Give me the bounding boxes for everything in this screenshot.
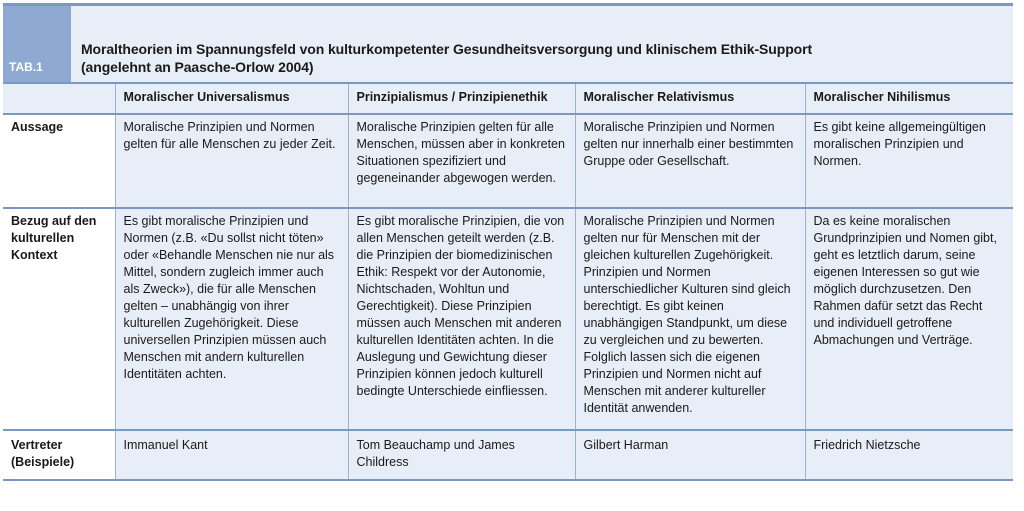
- table-row: [3, 114, 1013, 208]
- table-cell: Da es keine moralischen Grundprinzipien und Nomen gibt, geht es letztlich darum, seine eigenen Interessen so gut wie möglich durchzusetzen. Den Rahmen dafür setzt das Recht und individuell getroffene Abmachungen und Verträge.: [805, 208, 1013, 430]
- table-cell: Immanuel Kant: [115, 430, 348, 480]
- column-header-row: [3, 84, 1013, 114]
- table-cell: Es gibt moralische Prinzipien und Normen (z.B. «Du sollst nicht töten» oder «Behandle Menschen nie nur als Mittel, sondern zugleich immer auch als Zweck»), die für alle Menschen gelten – unabhängig von ihrer kulturellen Zugehörigkeit. Diese universellen Prinzipien müssen auch Menschen mit andern kulturellen Identitäten achten.: [115, 208, 348, 430]
- column-header: Moralischer Universalismus: [115, 84, 348, 114]
- table-tag: [3, 6, 71, 82]
- moral-theories-table: [3, 84, 1013, 481]
- corner-cell: [3, 84, 115, 114]
- row-header: Aussage: [3, 114, 115, 208]
- table-cell: Moralische Prinzipien und Normen gelten nur innerhalb einer bestimmten Gruppe oder Gesellschaft.: [575, 114, 805, 208]
- table-row: [3, 208, 1013, 430]
- column-header: Moralischer Relativismus: [575, 84, 805, 114]
- table-cell: Tom Beauchamp und James Childress: [348, 430, 575, 480]
- row-header: Vertreter (Beispiele): [3, 430, 115, 480]
- table-title-line2: (angelehnt an Paasche-Orlow 2004): [81, 59, 314, 75]
- row-header: Bezug auf den kulturellen Kontext: [3, 208, 115, 430]
- table-tag-label: TAB.1: [9, 60, 43, 74]
- table-row: [3, 430, 1013, 480]
- table-container: [3, 3, 1013, 481]
- table-cell: Moralische Prinzipien und Normen gelten für alle Menschen zu jeder Zeit.: [115, 114, 348, 208]
- column-header: Prinzipialismus / Prinzipienethik: [348, 84, 575, 114]
- table-cell: Moralische Prinzipien und Normen gelten nur für Menschen mit der gleichen kulturellen Zugehörigkeit. Prinzipien und Normen unterschiedlicher Kulturen sind gleich berechtigt. Es gibt keinen unabhängigen Standpunkt, um diese zu vergleichen und zu bewerten. Folglich lassen sich die eigenen Prinzipien und Normen nicht auf Menschen mit anderer kultureller Identität anwenden.: [575, 208, 805, 430]
- table-title: [71, 6, 1013, 82]
- table-header: [3, 6, 1013, 84]
- table-cell: Friedrich Nietzsche: [805, 430, 1013, 480]
- table-cell: Gilbert Harman: [575, 430, 805, 480]
- table-cell: Moralische Prinzipien gelten für alle Menschen, müssen aber in konkreten Situationen spezifiziert und gegeneinander abgewogen werden.: [348, 114, 575, 208]
- table-cell: Es gibt keine allgemeingültigen moralischen Prinzipien und Normen.: [805, 114, 1013, 208]
- table-cell: Es gibt moralische Prinzipien, die von allen Menschen geteilt werden (z.B. die Prinzipien der biomedizinischen Ethik: Respekt vor der Autonomie, Nichtschaden, Wohltun und Gerechtigkeit). Diese Prinzipien müssen auch Menschen mit anderen kulturellen Identitäten achten. In die Auslegung und Gewichtung dieser Prinzipien können jedoch kulturell bedingte Unterschiede einfliessen.: [348, 208, 575, 430]
- table-title-line1: Moraltheorien im Spannungsfeld von kulturkompetenter Gesundheitsversorgung und klinischem Ethik-Support: [81, 41, 813, 57]
- column-header: Moralischer Nihilismus: [805, 84, 1013, 114]
